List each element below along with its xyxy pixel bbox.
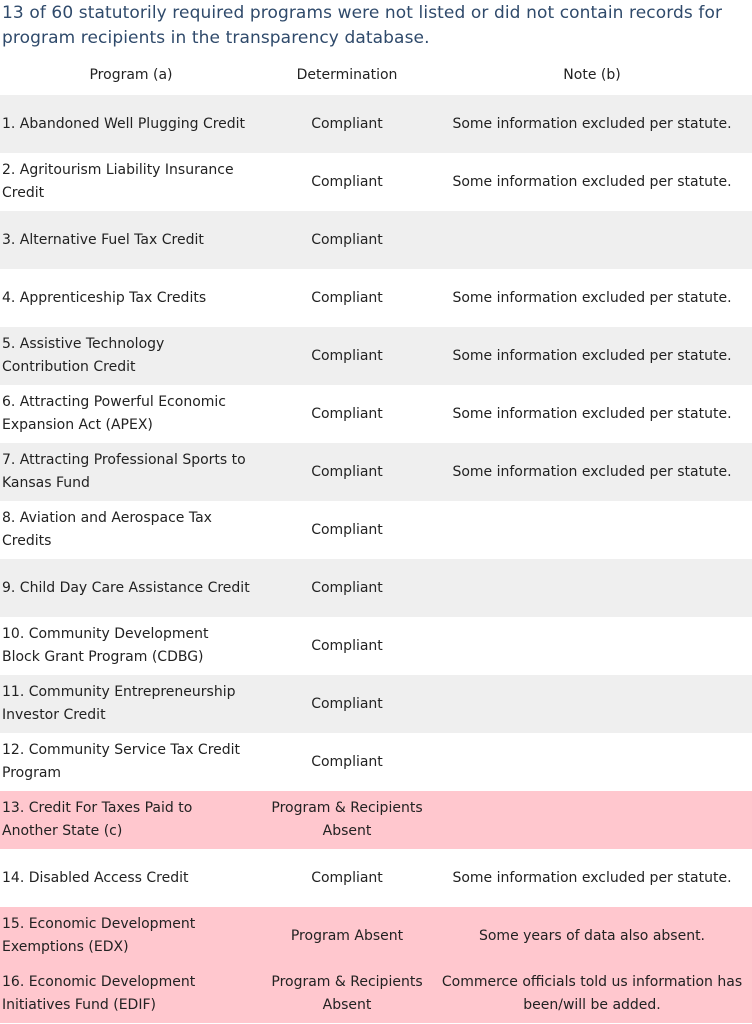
determination-cell [262,559,432,617]
note-line: Some information excluded per statute. [452,115,732,132]
program-cell [0,269,262,327]
table-row [0,965,752,1023]
note-line: been/will be added. [523,997,661,1013]
determination-cell [262,617,432,675]
note-cell [432,791,752,849]
table-row [0,269,752,327]
program-cell [0,675,262,733]
note-cell [432,733,752,791]
determination-cell [262,675,432,733]
determination-line: Compliant [311,115,383,132]
programs-table [0,55,752,1023]
table-header-row [0,55,752,95]
note-line: Some information excluded per statute. [452,463,732,480]
program-cell [0,849,262,907]
program-cell [0,211,262,269]
determination-line: Absent [322,997,372,1013]
program-line: Credits [2,533,52,549]
table-body [0,95,752,1023]
header-program: Program (a) [89,67,173,83]
note-line: Commerce officials told us information has [441,974,743,990]
note-cell [432,559,752,617]
determination-line: Program Absent [290,927,404,944]
determination-line: Absent [322,823,372,839]
determination-cell [262,965,432,1023]
note-line: Some information excluded per statute. [452,405,732,422]
table-row [0,327,752,385]
program-cell [0,965,262,1023]
program-line: Initiatives Fund (EDIF) [2,997,156,1013]
note-cell [432,327,752,385]
program-line: 13. Credit For Taxes Paid to [2,800,193,816]
determination-cell [262,211,432,269]
determination-cell [262,501,432,559]
program-cell [0,443,262,501]
note-cell [432,617,752,675]
program-cell [0,559,262,617]
note-line: Some years of data also absent. [478,927,706,944]
program-line: 6. Attracting Powerful Economic [2,394,226,410]
program-line: 5. Assistive Technology [2,336,165,352]
determination-cell [262,907,432,965]
program-line: Block Grant Program (CDBG) [2,649,204,665]
program-line: Credit [2,185,45,201]
determination-line: Compliant [311,173,383,190]
determination-cell [262,95,432,153]
program-line: 15. Economic Development [2,916,196,932]
determination-line: Compliant [311,579,383,596]
note-cell [432,675,752,733]
determination-line: Compliant [311,521,383,538]
note-cell [432,443,752,501]
program-line: 4. Apprenticeship Tax Credits [2,289,207,306]
program-line: 8. Aviation and Aerospace Tax [2,510,212,526]
determination-line: Compliant [311,231,383,248]
program-line: Exemptions (EDX) [2,939,129,955]
program-line: 12. Community Service Tax Credit [2,742,241,758]
table-row [0,501,752,559]
program-cell [0,385,262,443]
header-determination: Determination [296,67,398,83]
table-row [0,95,752,153]
determination-cell [262,153,432,211]
table-row [0,153,752,211]
note-cell [432,501,752,559]
note-cell [432,269,752,327]
table-row [0,849,752,907]
note-cell [432,95,752,153]
note-cell [432,153,752,211]
program-line: 9. Child Day Care Assistance Credit [2,579,250,596]
note-cell [432,211,752,269]
program-cell [0,617,262,675]
caption-line-1: 13 of 60 statutorily required programs were not listed or did not contain records for [2,3,723,23]
program-line: 2. Agritourism Liability Insurance [2,162,234,178]
table-caption [0,0,752,55]
determination-cell [262,269,432,327]
determination-cell [262,327,432,385]
table-row [0,617,752,675]
determination-line: Compliant [311,289,383,306]
header-note: Note (b) [563,67,621,83]
note-line: Some information excluded per statute. [452,347,732,364]
table-row [0,443,752,501]
determination-line: Program & Recipients [271,974,423,990]
program-cell [0,501,262,559]
note-line: Some information excluded per statute. [452,869,732,886]
note-cell [432,385,752,443]
program-cell [0,791,262,849]
program-line: Contribution Credit [2,359,136,375]
table-row [0,733,752,791]
program-line: 1. Abandoned Well Plugging Credit [2,115,246,132]
determination-line: Compliant [311,695,383,712]
note-line: Some information excluded per statute. [452,289,732,306]
program-line: 11. Community Entrepreneurship [2,684,236,700]
program-line: 3. Alternative Fuel Tax Credit [2,231,204,248]
program-line: Program [2,765,62,781]
determination-line: Compliant [311,869,383,886]
table-row [0,385,752,443]
determination-cell [262,443,432,501]
determination-cell [262,733,432,791]
determination-cell [262,791,432,849]
program-cell [0,327,262,385]
program-line: Kansas Fund [2,475,90,491]
determination-line: Compliant [311,753,383,770]
determination-cell [262,849,432,907]
program-line: 10. Community Development [2,626,209,642]
determination-cell [262,385,432,443]
program-cell [0,153,262,211]
program-cell [0,95,262,153]
program-line: 7. Attracting Professional Sports to [2,452,246,468]
determination-line: Program & Recipients [271,800,423,816]
determination-line: Compliant [311,347,383,364]
note-cell [432,907,752,965]
note-cell [432,849,752,907]
program-line: Expansion Act (APEX) [2,417,153,433]
table-row [0,791,752,849]
program-line: 14. Disabled Access Credit [2,869,189,886]
determination-line: Compliant [311,637,383,654]
table-row [0,675,752,733]
program-line: Another State (c) [2,823,123,839]
program-cell [0,733,262,791]
caption-line-2: program recipients in the transparency database. [2,28,430,48]
program-line: Investor Credit [2,707,106,723]
table-row [0,211,752,269]
program-cell [0,907,262,965]
table-row [0,907,752,965]
program-line: 16. Economic Development [2,974,196,990]
table-row [0,559,752,617]
determination-line: Compliant [311,405,383,422]
note-line: Some information excluded per statute. [452,173,732,190]
determination-line: Compliant [311,463,383,480]
note-cell [432,965,752,1023]
